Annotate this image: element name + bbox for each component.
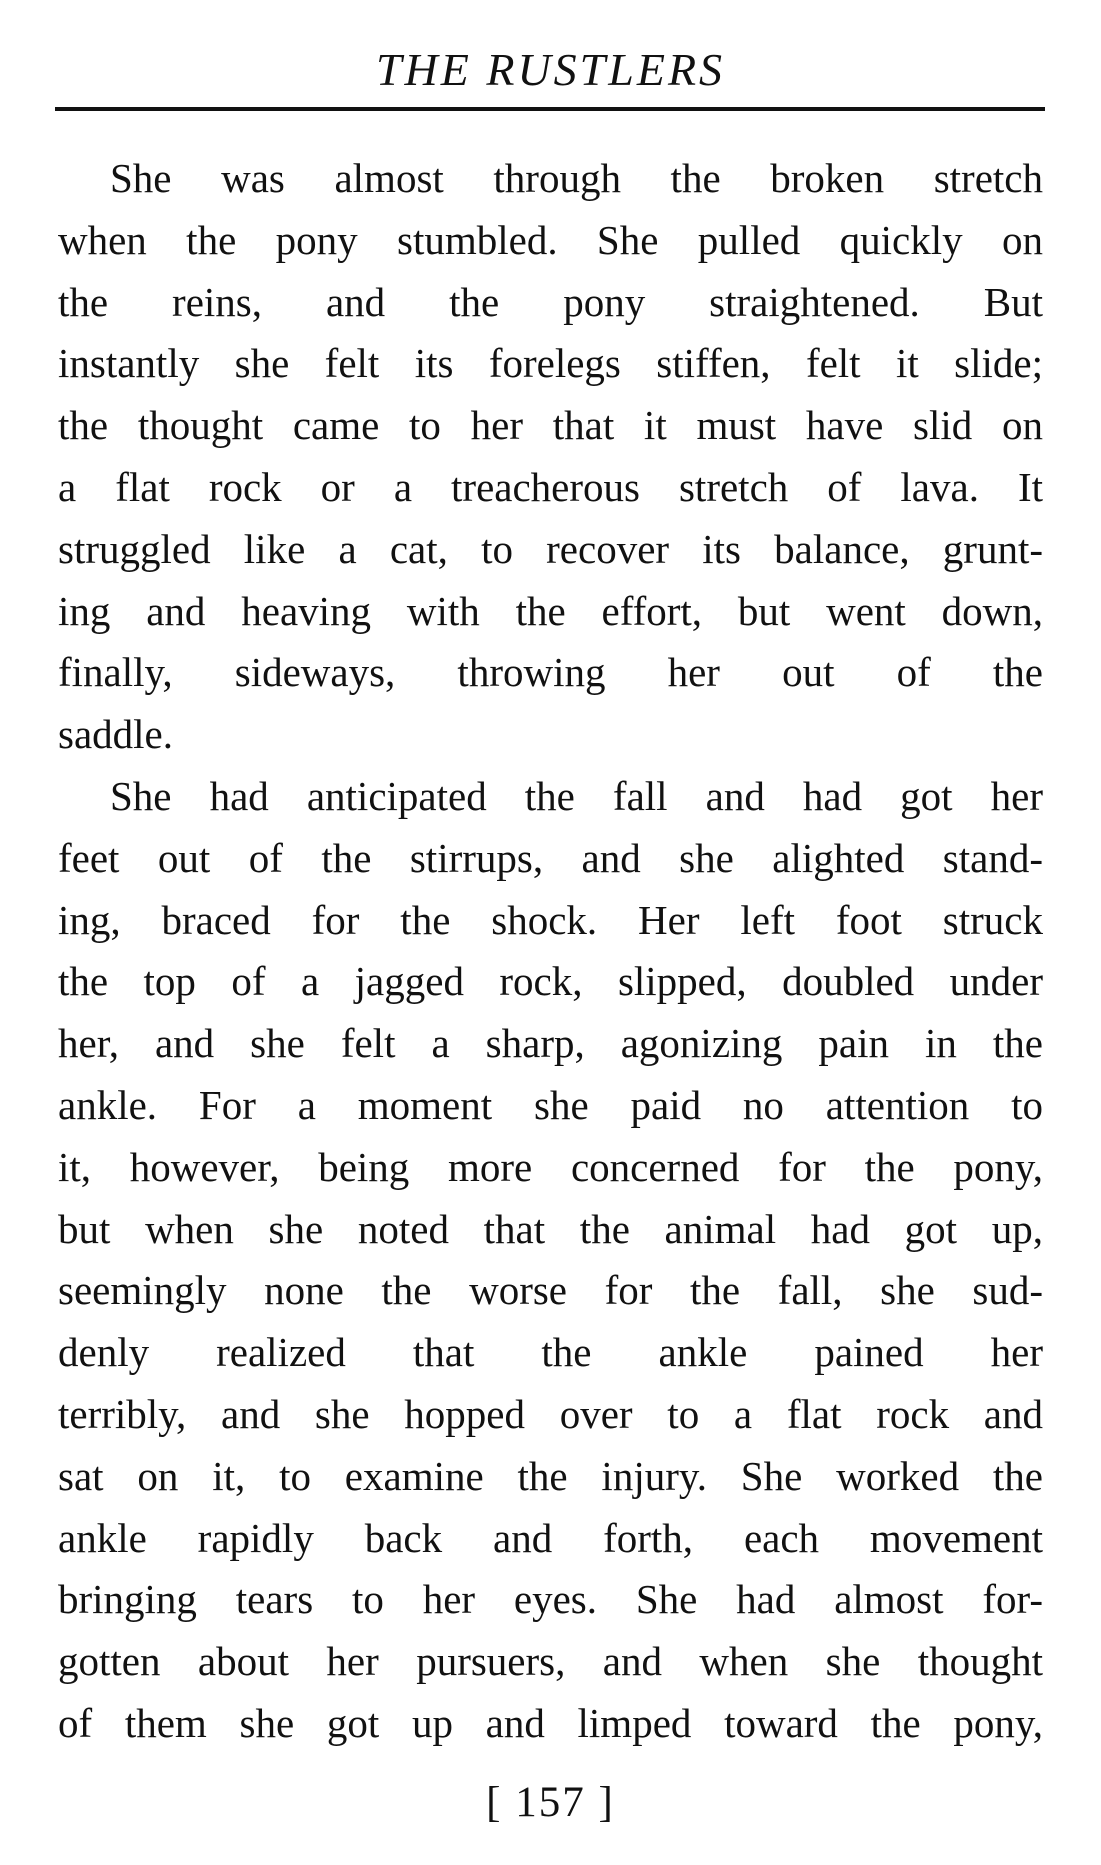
paragraph-2 xyxy=(58,766,1043,1755)
text-line: denly realized that the ankle pained her xyxy=(58,1329,1043,1376)
text-line: bringing tears to her eyes. She had almost for- xyxy=(58,1576,1043,1623)
text-line: but when she noted that the animal had got up, xyxy=(58,1205,1043,1252)
text-line: ing and heaving with the effort, but went down, xyxy=(58,587,1043,634)
text-line: sat on it, to examine the injury. She worked the xyxy=(58,1452,1043,1499)
text-line: when the pony stumbled. She pulled quickly on xyxy=(58,216,1043,263)
header-rule xyxy=(55,107,1045,111)
text-line: saddle. xyxy=(58,711,173,758)
text-line: struggled like a cat, to recover its balance, grunt- xyxy=(58,525,1043,572)
text-line: her, and she felt a sharp, agonizing pain in the xyxy=(58,1020,1043,1067)
text-line: terribly, and she hopped over to a flat rock and xyxy=(58,1390,1043,1437)
text-line: the reins, and the pony straightened. But xyxy=(58,278,1043,325)
text-line: She had anticipated the fall and had got her xyxy=(110,772,1043,819)
text-line: the top of a jagged rock, slipped, doubled under xyxy=(58,958,1043,1005)
text-line: seemingly none the worse for the fall, she sud- xyxy=(58,1267,1043,1314)
text-line: instantly she felt its forelegs stiffen, felt it slide; xyxy=(58,340,1043,387)
text-line: a flat rock or a treacherous stretch of lava. It xyxy=(58,463,1043,510)
paragraph-1 xyxy=(58,148,1043,766)
body-text xyxy=(58,148,1043,1755)
text-line: ankle rapidly back and forth, each movement xyxy=(58,1514,1043,1561)
text-line: feet out of the stirrups, and she alighted stand- xyxy=(58,834,1043,881)
text-line: of them she got up and limped toward the pony, xyxy=(58,1699,1043,1746)
text-line: finally, sideways, throwing her out of the xyxy=(58,649,1043,696)
text-line: ankle. For a moment she paid no attention to xyxy=(58,1081,1043,1128)
page-number: [ 157 ] xyxy=(486,1779,615,1826)
text-line: gotten about her pursuers, and when she thought xyxy=(58,1638,1043,1685)
text-line: ing, braced for the shock. Her left foot struck xyxy=(58,896,1043,943)
running-title: THE RUSTLERS xyxy=(375,44,726,95)
text-line: She was almost through the broken stretch xyxy=(110,155,1043,201)
text-line: it, however, being more concerned for the pony, xyxy=(58,1143,1043,1190)
text-line: the thought came to her that it must have slid on xyxy=(58,402,1043,449)
